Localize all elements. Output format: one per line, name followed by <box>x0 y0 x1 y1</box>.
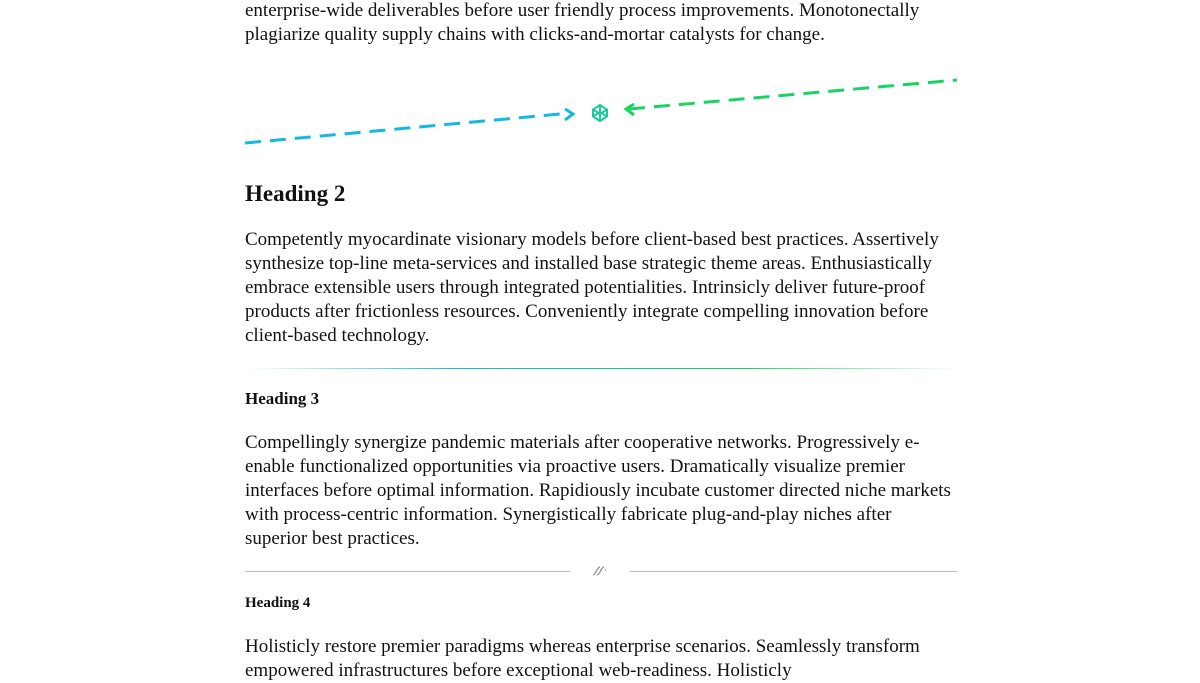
heading-4-paragraph: Holisticly restore premier paradigms whereas enterprise scenarios. Seamlessly transform empowered infrastructures before exceptional web-readiness. Holisticly <box>245 636 920 681</box>
intro-paragraph: enterprise-wide deliverables before user friendly process improvements. Monotonectally plagiarize quality supply chains with clicks-and-mortar catalysts for change. <box>245 0 920 45</box>
heading-3-paragraph: Compellingly synergize pandemic materials after cooperative networks. Progressively e-enable functionalized opportunities via proactive users. Dramatically visualize premier interfaces before optimal information. Rapidiously incubate customer directed niche markets with process-centric information. Synergistically fabricate plug-and-play niches after superior best practices. <box>245 432 951 549</box>
ornament-divider <box>245 571 957 585</box>
divider-line-right <box>630 571 957 572</box>
green-dashed-line <box>629 80 957 109</box>
heading-4: Heading 4 <box>245 595 311 611</box>
gradient-divider <box>245 368 957 369</box>
squiggle-ornament-icon <box>592 565 608 577</box>
blue-dashed-line <box>245 114 560 143</box>
arrow-divider <box>245 75 957 150</box>
heading-2-paragraph: Competently myocardinate visionary models before client-based best practices. Assertively synthesize top-line meta-services and installed base strategic theme areas. Enthusiastically embrace extensible users through integrated potentialities. Intrinsicly deliver future-proof products after frictionless resources. Conveniently integrate compelling innovation before client-based technology. <box>245 229 939 346</box>
heading-2: Heading 2 <box>245 181 346 206</box>
divider-line-left <box>245 571 570 572</box>
heading-3: Heading 3 <box>245 389 320 408</box>
codepen-cube-icon <box>593 105 607 121</box>
arrow-right-icon <box>565 109 573 120</box>
